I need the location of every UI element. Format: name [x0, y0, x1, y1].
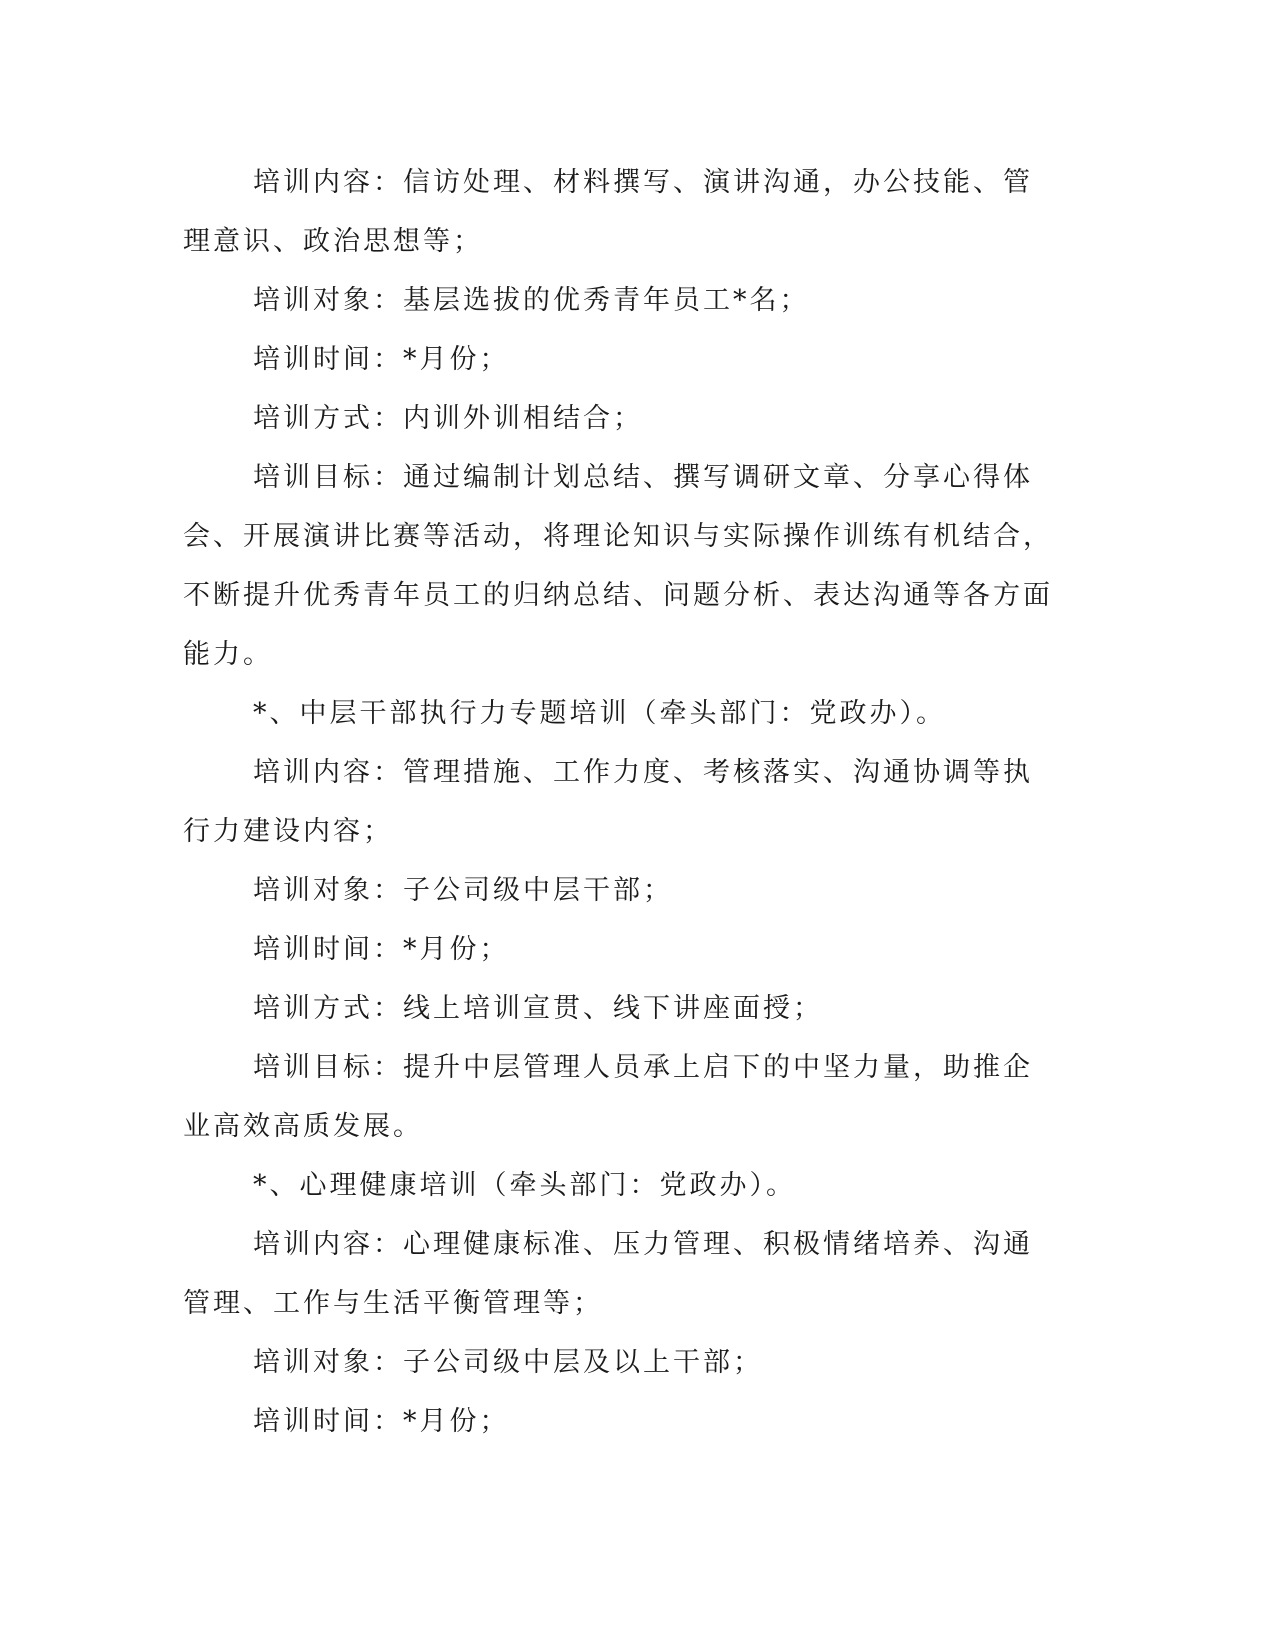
paragraph-middle-goal: 培训目标：提升中层管理人员承上启下的中坚力量，助推企业高效高质发展。 — [183, 1052, 1033, 1142]
paragraph-youth-method: 培训方式：内训外训相结合； — [253, 403, 643, 434]
paragraph-youth-target: 培训对象：基层选拔的优秀青年员工*名； — [253, 285, 810, 316]
paragraph-mental-time: 培训时间：*月份； — [253, 1406, 510, 1437]
section-heading-mental-health: *、心理健康培训（牵头部门：党政办）。 — [253, 1170, 796, 1201]
paragraph-middle-time: 培训时间：*月份； — [253, 934, 510, 965]
paragraph-youth-time: 培训时间：*月份； — [253, 344, 510, 375]
paragraph-youth-content: 培训内容：信访处理、材料撰写、演讲沟通，办公技能、管理意识、政治思想等； — [183, 167, 1033, 257]
section-heading-middle-management: *、中层干部执行力专题培训（牵头部门：党政办）。 — [253, 698, 946, 729]
paragraph-middle-method: 培训方式：线上培训宣贯、线下讲座面授； — [253, 993, 823, 1024]
paragraph-mental-target: 培训对象：子公司级中层及以上干部； — [253, 1347, 763, 1378]
paragraph-middle-content: 培训内容：管理措施、工作力度、考核落实、沟通协调等执行力建设内容； — [183, 757, 1033, 847]
paragraph-mental-content: 培训内容：心理健康标准、压力管理、积极情绪培养、沟通管理、工作与生活平衡管理等； — [183, 1229, 1033, 1319]
document-body — [183, 153, 1053, 1451]
paragraph-middle-target: 培训对象：子公司级中层干部； — [253, 875, 673, 906]
paragraph-youth-goal: 培训目标：通过编制计划总结、撰写调研文章、分享心得体会、开展演讲比赛等活动，将理论知识与实际操作训练有机结合，不断提升优秀青年员工的归纳总结、问题分析、表达沟通等各方面能力。 — [183, 462, 1053, 670]
